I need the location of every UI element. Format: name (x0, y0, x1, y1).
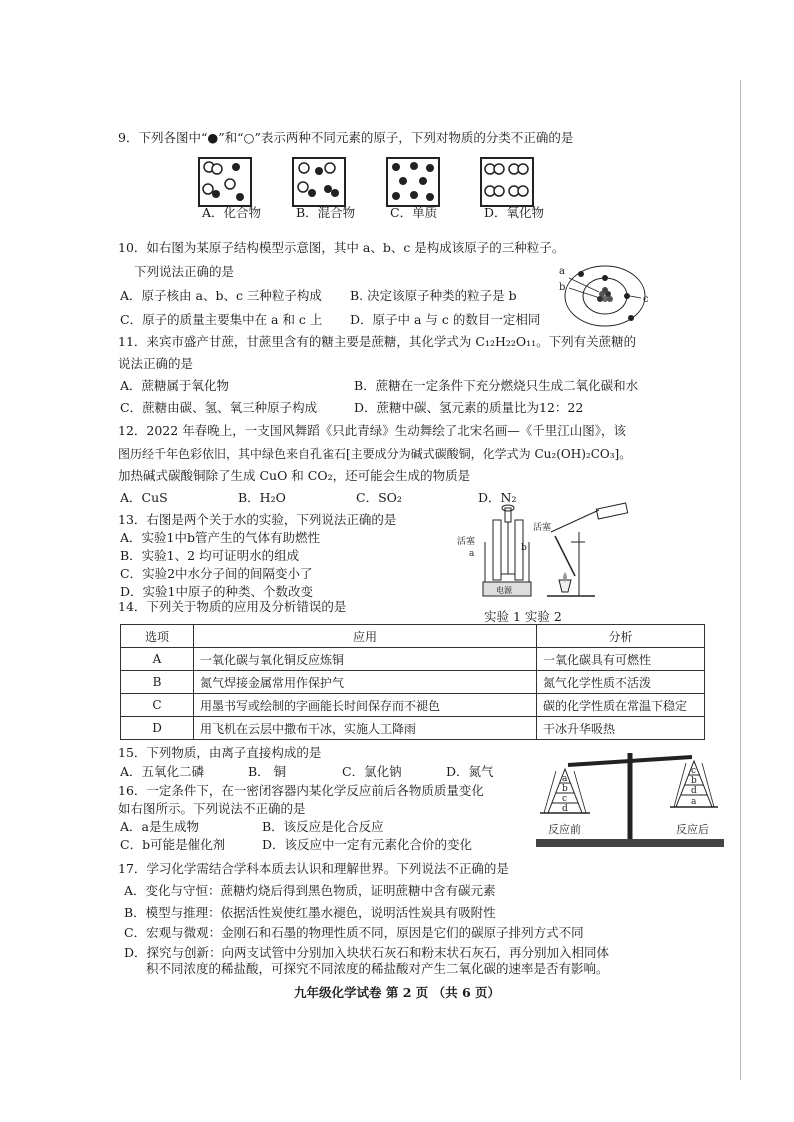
q16-option-d: D．该反应中一定有元素化合价的变化 (262, 837, 473, 852)
after-layer-a: a (691, 797, 697, 807)
table-row (121, 717, 705, 740)
atom-label-c: c (643, 294, 649, 305)
q11-option-a: A．蔗糖属于氧化物 (120, 378, 230, 393)
q12-stem: 12．2022 年春晚上，一支国风舞蹈《只此青绿》生动舞绘了北宋名画—《千里江山图》，该 (118, 423, 626, 438)
q12-option-c: C．SO₂ (356, 490, 402, 505)
q9-box-d (480, 157, 534, 207)
q13-option-a: A．实验1中b管产生的气体有助燃性 (120, 530, 320, 545)
q14-table (120, 624, 705, 740)
table-header-row (121, 625, 705, 648)
q9-option-a: A．化合物 (202, 205, 262, 220)
atom-label-b: b (559, 282, 566, 293)
q11-stem2: 说法正确的是 (118, 356, 194, 371)
row-application: 用墨书写或绘制的字画能长时间保存而不褪色 (194, 694, 537, 717)
row-option: D (121, 717, 194, 740)
q10-stem2: 下列说法正确的是 (134, 264, 235, 279)
row-option: C (121, 694, 194, 717)
atom-model-diagram (555, 258, 655, 336)
q9-box-a (198, 157, 252, 207)
row-application: 一氧化碳与氧化铜反应炼铜 (194, 648, 537, 671)
after-layer-c: c (691, 766, 697, 776)
q15-stem: 15．下列物质，由离子直接构成的是 (118, 745, 322, 760)
row-application: 氮气焊接金属常用作保护气 (194, 671, 537, 694)
water-experiment-diagram (455, 502, 635, 608)
q15-option-b: B． 铜 (248, 764, 287, 779)
tube-label-a: a (469, 549, 475, 559)
atom-label-a: a (559, 266, 565, 277)
q9-diagram-d (482, 159, 532, 205)
q16-option-b: B．该反应是化合反应 (262, 819, 384, 834)
q12-option-b: B．H₂O (238, 490, 286, 505)
q9-diagram-c (388, 159, 438, 205)
q16-option-c: C．b可能是催化剂 (120, 837, 226, 852)
q17-stem: 17．学习化学需结合学科本质去认识和理解世界。下列说法不正确的是 (118, 861, 509, 876)
q17-option-d-cont: 积不同浓度的稀盐酸，可探究不同浓度的稀盐酸对产生二氧化碳的速率是否有影响。 (146, 961, 609, 976)
valve-label-2: 活塞 (533, 523, 552, 533)
q12-stem2: 图历经千年色彩依旧，其中绿色来自孔雀石[主要成分为碱式碳酸铜，化学式为 Cu₂(OH)₂CO₃]。 (118, 447, 632, 461)
q15-option-c: C．氯化钠 (342, 764, 402, 779)
row-option: A (121, 648, 194, 671)
q9-option-b: B．混合物 (296, 205, 356, 220)
before-layer-c: c (562, 794, 568, 804)
row-option: B (121, 671, 194, 694)
q15-option-d: D．氮气 (446, 764, 494, 779)
q13-option-c: C．实验2中水分子间的间隔变小了 (120, 566, 313, 581)
q11-option-c: C．蔗糖由碳、氢、氧三种原子构成 (120, 400, 318, 415)
page-edge-line (740, 80, 741, 1080)
q9-option-d: D．氧化物 (484, 205, 545, 220)
power-label: 电源 (496, 586, 512, 595)
q15-option-a: A．五氧化二磷 (120, 764, 205, 779)
q13-option-d: D．实验1中原子的种类、个数改变 (120, 584, 313, 599)
q13-stem: 13．右图是两个关于水的实验，下列说法正确的是 (118, 512, 397, 527)
q10-option-c: C．原子的质量主要集中在 a 和 c 上 (120, 312, 323, 327)
q17-option-a: A．变化与守恒：蔗糖灼烧后得到黑色物质，证明蔗糖中含有碳元素 (124, 883, 496, 898)
q17-option-d: D．探究与创新：向两支试管中分别加入块状石灰石和粉末状石灰石，再分别加入相同体 (124, 945, 610, 960)
q16-option-a: A．a是生成物 (120, 819, 199, 834)
tube-label-b: b (521, 543, 527, 553)
header-analysis: 分析 (537, 625, 705, 648)
table-row (121, 671, 705, 694)
q12-option-d: D．N₂ (478, 490, 517, 505)
q16-stem: 16．一定条件下，在一密闭容器内某化学反应前后各物质质量变化 (118, 783, 484, 798)
row-analysis: 氮气化学性质不活泼 (537, 671, 705, 694)
q11-stem: 11．来宾市盛产甘蔗，甘蔗里含有的糖主要是蔗糖，其化学式为 C₁₂H₂₂O₁₁。下列有关蔗糖的 (118, 334, 637, 349)
header-application: 应用 (194, 625, 537, 648)
table-row (121, 694, 705, 717)
q9-diagram-b (294, 159, 344, 205)
q17-option-b: B．模型与推理：依据活性炭使红墨水褪色，说明活性炭具有吸附性 (124, 905, 496, 920)
q12-stem3: 加热碱式碳酸铜除了生成 CuO 和 CO₂，还可能会生成的物质是 (118, 468, 471, 483)
q17-option-c: C．宏观与微观：金刚石和石墨的物理性质不同，原因是它们的碳原子排列方式不同 (124, 925, 584, 940)
q12-option-a: A．CuS (120, 490, 168, 505)
balance-diagram (530, 747, 730, 855)
q14-stem: 14．下列关于物质的应用及分析错误的是 (118, 599, 347, 614)
valve-label-1: 活塞 (457, 537, 476, 547)
row-application: 用飞机在云层中撒布干冰，实施人工降雨 (194, 717, 537, 740)
q9-box-b (292, 157, 346, 207)
q11-option-b: B．蔗糖在一定条件下充分燃烧只生成二氧化碳和水 (354, 378, 639, 393)
q16-stem2: 如右图所示。下列说法不正确的是 (118, 801, 306, 816)
header-option: 选项 (121, 625, 194, 648)
q10-option-d: D．原子中 a 与 c 的数目一定相同 (350, 312, 541, 327)
after-layer-d: d (691, 786, 697, 796)
row-analysis: 一氧化碳具有可燃性 (537, 648, 705, 671)
q10-option-a: A．原子核由 a、b、c 三种粒子构成 (120, 288, 322, 303)
row-analysis: 干冰升华吸热 (537, 717, 705, 740)
q9-box-c (386, 157, 440, 207)
after-layer-b: b (691, 776, 697, 786)
q9-diagram-a (200, 159, 250, 205)
before-layer-d: d (562, 804, 568, 814)
table-row (121, 648, 705, 671)
before-layer-b: b (562, 784, 568, 794)
page-footer: 九年级化学试卷 第 2 页 （共 6 页） (293, 985, 500, 1000)
row-analysis: 碳的化学性质在常温下稳定 (537, 694, 705, 717)
q13-option-b: B．实验1、2 均可证明水的组成 (120, 548, 300, 563)
before-layer-a: a (562, 774, 568, 784)
q10-stem: 10．如右图为某原子结构模型示意图，其中 a、b、c 是构成该原子的三种粒子。 (118, 240, 565, 255)
before-label: 反应前 (548, 823, 581, 836)
q11-option-d: D．蔗糖中碳、氢元素的质量比为12：22 (354, 400, 584, 415)
q10-option-b: B. 决定该原子种类的粒子是 b (350, 288, 517, 303)
q9-stem: 9．下列各图中“●”和“○”表示两种不同元素的原子，下列对物质的分类不正确的是 (118, 130, 574, 145)
q9-option-c: C．单质 (390, 205, 438, 220)
after-label: 反应后 (676, 823, 709, 836)
q13-diagram-caption: 实验 1 实验 2 (484, 609, 562, 624)
